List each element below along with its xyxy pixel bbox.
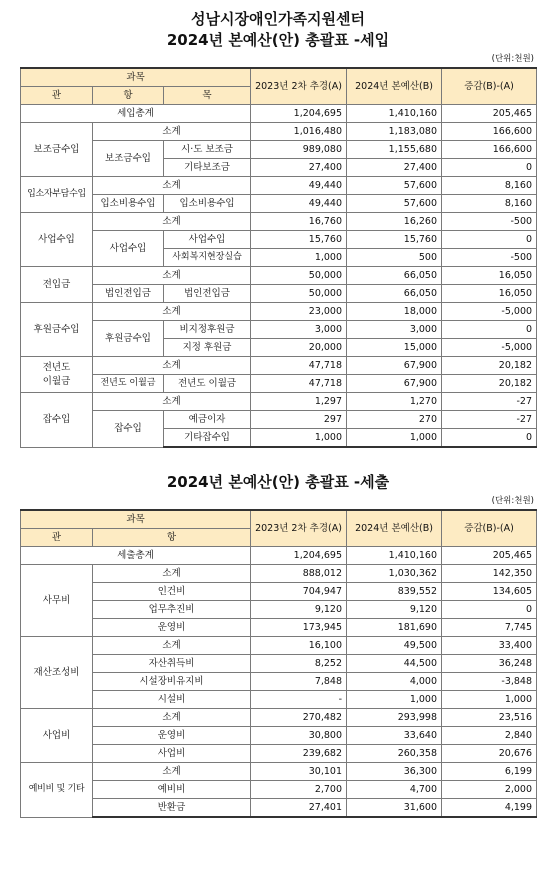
cell-b: 1,000 xyxy=(347,429,442,448)
header-col-a: 2023년 2차 추경(A) xyxy=(251,68,347,105)
cell-a: 27,401 xyxy=(251,799,347,818)
cell-diff: 166,600 xyxy=(442,123,537,141)
mok-label: 시·도 보조금 xyxy=(164,141,251,159)
cell-a: 27,400 xyxy=(251,159,347,177)
income-header-row xyxy=(21,68,537,87)
table-row xyxy=(21,213,537,231)
cell-diff: -3,848 xyxy=(442,673,537,691)
gwan-label: 사업수입 xyxy=(21,213,93,267)
cell-b: 33,640 xyxy=(347,727,442,745)
income-unit-label: (단위:천원) xyxy=(491,54,534,64)
header-subject: 과목 xyxy=(21,510,251,529)
table-row xyxy=(21,619,537,637)
expense-title: 2024년 본예산(안) 총괄표 -세출 xyxy=(166,473,390,491)
hang-label: 입소비용수입 xyxy=(93,195,164,213)
cell-diff: 205,465 xyxy=(442,547,537,565)
cell-a: 704,947 xyxy=(251,583,347,601)
cell-a: 50,000 xyxy=(251,267,347,285)
table-row xyxy=(21,357,537,375)
table-row xyxy=(21,285,537,303)
cell-b: 839,552 xyxy=(347,583,442,601)
cell-a: 23,000 xyxy=(251,303,347,321)
hang-label: 인건비 xyxy=(93,583,251,601)
hang-label: 자산취득비 xyxy=(93,655,251,673)
cell-diff: -27 xyxy=(442,411,537,429)
table-row xyxy=(21,673,537,691)
cell-a: 9,120 xyxy=(251,601,347,619)
cell-diff: 6,199 xyxy=(442,763,537,781)
cell-a: 30,101 xyxy=(251,763,347,781)
gwan-label: 사업비 xyxy=(21,709,93,763)
header-mok: 목 xyxy=(164,87,251,105)
table-row xyxy=(21,303,537,321)
gwan-label: 후원금수입 xyxy=(21,303,93,357)
table-row xyxy=(21,655,537,673)
hang-label: 운영비 xyxy=(93,619,251,637)
cell-diff: 0 xyxy=(442,159,537,177)
cell-diff: 2,840 xyxy=(442,727,537,745)
table-row xyxy=(21,799,537,818)
cell-diff: 33,400 xyxy=(442,637,537,655)
cell-diff: 205,465 xyxy=(442,105,537,123)
subtotal-label: 소계 xyxy=(93,393,251,411)
cell-b: 57,600 xyxy=(347,195,442,213)
table-row xyxy=(21,601,537,619)
table-row xyxy=(21,565,537,583)
cell-diff: -5,000 xyxy=(442,303,537,321)
cell-b: 49,500 xyxy=(347,637,442,655)
cell-b: 36,300 xyxy=(347,763,442,781)
cell-diff: 8,160 xyxy=(442,177,537,195)
cell-a: 270,482 xyxy=(251,709,347,727)
table-row xyxy=(21,267,537,285)
cell-a: 3,000 xyxy=(251,321,347,339)
header-col-a: 2023년 2차 추경(A) xyxy=(251,510,347,547)
cell-diff: 20,182 xyxy=(442,375,537,393)
hang-label: 보조금수입 xyxy=(93,141,164,177)
cell-b: 9,120 xyxy=(347,601,442,619)
subtotal-label: 소계 xyxy=(93,177,251,195)
subtotal-label: 소계 xyxy=(93,123,251,141)
mok-label: 기타보조금 xyxy=(164,159,251,177)
cell-b: 15,760 xyxy=(347,231,442,249)
table-row xyxy=(21,411,537,429)
gwan-label: 재산조성비 xyxy=(21,637,93,709)
header-col-b: 2024년 본예산(B) xyxy=(347,68,442,105)
cell-b: 1,155,680 xyxy=(347,141,442,159)
hang-label: 소계 xyxy=(93,709,251,727)
table-row xyxy=(21,763,537,781)
hang-label: 잡수입 xyxy=(93,411,164,448)
hang-label: 사업비 xyxy=(93,745,251,763)
cell-a: 20,000 xyxy=(251,339,347,357)
cell-b: 270 xyxy=(347,411,442,429)
cell-b: 1,183,080 xyxy=(347,123,442,141)
table-row xyxy=(21,745,537,763)
hang-label: 사업수입 xyxy=(93,231,164,267)
header-col-diff: 증감(B)-(A) xyxy=(442,510,537,547)
cell-b: 66,050 xyxy=(347,267,442,285)
cell-a: 16,100 xyxy=(251,637,347,655)
table-row xyxy=(21,583,537,601)
table-row xyxy=(21,105,537,123)
mok-label: 사회복지현장실습 xyxy=(164,249,251,267)
table-row xyxy=(21,177,537,195)
cell-a: 1,204,695 xyxy=(251,547,347,565)
cell-b: 181,690 xyxy=(347,619,442,637)
cell-diff: 166,600 xyxy=(442,141,537,159)
table-row xyxy=(21,195,537,213)
cell-b: 57,600 xyxy=(347,177,442,195)
cell-a: 49,440 xyxy=(251,177,347,195)
cell-b: 260,358 xyxy=(347,745,442,763)
mok-label: 예금이자 xyxy=(164,411,251,429)
expense-table xyxy=(20,509,537,818)
mok-label: 법인전입금 xyxy=(164,285,251,303)
cell-diff: -27 xyxy=(442,393,537,411)
table-row xyxy=(21,727,537,745)
mok-label: 비지정후원금 xyxy=(164,321,251,339)
cell-b: 67,900 xyxy=(347,357,442,375)
cell-b: 1,030,362 xyxy=(347,565,442,583)
cell-diff: 0 xyxy=(442,231,537,249)
subtotal-label: 소계 xyxy=(93,357,251,375)
cell-a: 8,252 xyxy=(251,655,347,673)
table-row xyxy=(21,375,537,393)
hang-label: 소계 xyxy=(93,637,251,655)
cell-a: 2,700 xyxy=(251,781,347,799)
table-row xyxy=(21,691,537,709)
cell-a: 1,000 xyxy=(251,429,347,448)
gwan-label: 보조금수입 xyxy=(21,123,93,177)
gwan-label: 예비비 및 기타 xyxy=(21,763,93,818)
cell-b: 3,000 xyxy=(347,321,442,339)
table-row xyxy=(21,637,537,655)
cell-b: 16,260 xyxy=(347,213,442,231)
cell-diff: -5,000 xyxy=(442,339,537,357)
income-title: 2024년 본예산(안) 총괄표 -세입 xyxy=(166,31,390,49)
mok-label: 전년도 이월금 xyxy=(164,375,251,393)
header-gwan: 관 xyxy=(21,529,93,547)
cell-a: 30,800 xyxy=(251,727,347,745)
table-row xyxy=(21,547,537,565)
table-row xyxy=(21,321,537,339)
mok-label: 사업수입 xyxy=(164,231,251,249)
cell-b: 293,998 xyxy=(347,709,442,727)
subtotal-label: 소계 xyxy=(93,267,251,285)
header-col-b: 2024년 본예산(B) xyxy=(347,510,442,547)
cell-b: 4,000 xyxy=(347,673,442,691)
gwan-label-line2: 이월금 xyxy=(42,375,71,387)
cell-b: 67,900 xyxy=(347,375,442,393)
cell-b: 500 xyxy=(347,249,442,267)
cell-diff: 7,745 xyxy=(442,619,537,637)
subtotal-label: 소계 xyxy=(93,303,251,321)
gwan-label: 사무비 xyxy=(21,565,93,637)
hang-label: 업무추진비 xyxy=(93,601,251,619)
cell-b: 18,000 xyxy=(347,303,442,321)
mok-label: 기타잡수입 xyxy=(164,429,251,448)
gwan-label: 입소자부담수입 xyxy=(21,177,93,213)
hang-label: 시설장비유지비 xyxy=(93,673,251,691)
hang-label: 예비비 xyxy=(93,781,251,799)
cell-b: 44,500 xyxy=(347,655,442,673)
cell-a: 50,000 xyxy=(251,285,347,303)
cell-diff: 134,605 xyxy=(442,583,537,601)
cell-diff: 0 xyxy=(442,429,537,448)
table-row xyxy=(21,141,537,159)
cell-a: 49,440 xyxy=(251,195,347,213)
header-hang: 항 xyxy=(93,87,164,105)
cell-a: 989,080 xyxy=(251,141,347,159)
hang-label: 반환금 xyxy=(93,799,251,818)
cell-b: 66,050 xyxy=(347,285,442,303)
cell-diff: 20,182 xyxy=(442,357,537,375)
table-row xyxy=(21,393,537,411)
hang-label: 시설비 xyxy=(93,691,251,709)
gwan-label: 전입금 xyxy=(21,267,93,303)
table-row xyxy=(21,781,537,799)
cell-b: 27,400 xyxy=(347,159,442,177)
cell-a: 1,016,480 xyxy=(251,123,347,141)
cell-a: 16,760 xyxy=(251,213,347,231)
cell-a: 1,297 xyxy=(251,393,347,411)
cell-a: 888,012 xyxy=(251,565,347,583)
cell-a: 15,760 xyxy=(251,231,347,249)
table-row xyxy=(21,231,537,249)
header-col-diff: 증감(B)-(A) xyxy=(442,68,537,105)
cell-b: 1,000 xyxy=(347,691,442,709)
cell-diff: 142,350 xyxy=(442,565,537,583)
subtotal-label: 소계 xyxy=(93,213,251,231)
cell-b: 31,600 xyxy=(347,799,442,818)
cell-a: 1,204,695 xyxy=(251,105,347,123)
expense-header-row xyxy=(21,510,537,529)
expense-unit-label: (단위:천원) xyxy=(491,496,534,506)
hang-label: 후원금수입 xyxy=(93,321,164,357)
hang-label: 법인전입금 xyxy=(93,285,164,303)
cell-a: 47,718 xyxy=(251,357,347,375)
table-row xyxy=(21,123,537,141)
cell-diff: 2,000 xyxy=(442,781,537,799)
gwan-label-line1: 전년도 xyxy=(42,361,71,373)
hang-label: 전년도 이월금 xyxy=(93,375,164,393)
cell-diff: 20,676 xyxy=(442,745,537,763)
org-title: 성남시장애인가족지원센터 xyxy=(191,10,365,28)
cell-diff: 0 xyxy=(442,601,537,619)
cell-b: 15,000 xyxy=(347,339,442,357)
cell-diff: 4,199 xyxy=(442,799,537,818)
cell-a: 173,945 xyxy=(251,619,347,637)
cell-a: 47,718 xyxy=(251,375,347,393)
total-label: 세출총계 xyxy=(21,547,251,565)
cell-b: 1,410,160 xyxy=(347,547,442,565)
cell-b: 4,700 xyxy=(347,781,442,799)
income-table xyxy=(20,67,537,448)
cell-a: 239,682 xyxy=(251,745,347,763)
cell-a: - xyxy=(251,691,347,709)
cell-diff: 1,000 xyxy=(442,691,537,709)
table-row xyxy=(21,709,537,727)
cell-diff: 36,248 xyxy=(442,655,537,673)
cell-diff: 0 xyxy=(442,321,537,339)
cell-a: 7,848 xyxy=(251,673,347,691)
header-hang: 항 xyxy=(93,529,251,547)
mok-label: 입소비용수입 xyxy=(164,195,251,213)
hang-label: 소계 xyxy=(93,763,251,781)
cell-diff: 8,160 xyxy=(442,195,537,213)
gwan-label: 잡수입 xyxy=(21,393,93,448)
cell-diff: 23,516 xyxy=(442,709,537,727)
gwan-label xyxy=(21,357,93,393)
cell-diff: -500 xyxy=(442,213,537,231)
cell-diff: -500 xyxy=(442,249,537,267)
hang-label: 소계 xyxy=(93,565,251,583)
total-label: 세입총계 xyxy=(21,105,251,123)
mok-label: 지정 후원금 xyxy=(164,339,251,357)
header-gwan: 관 xyxy=(21,87,93,105)
cell-b: 1,410,160 xyxy=(347,105,442,123)
cell-a: 1,000 xyxy=(251,249,347,267)
cell-diff: 16,050 xyxy=(442,267,537,285)
cell-a: 297 xyxy=(251,411,347,429)
cell-diff: 16,050 xyxy=(442,285,537,303)
header-subject: 과목 xyxy=(21,68,251,87)
cell-b: 1,270 xyxy=(347,393,442,411)
hang-label: 운영비 xyxy=(93,727,251,745)
